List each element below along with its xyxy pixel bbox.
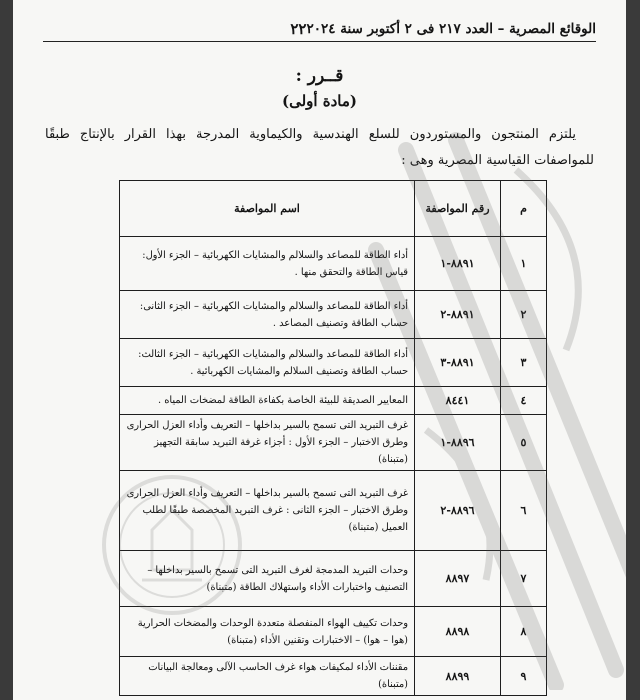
row-number: ٢ bbox=[501, 291, 547, 339]
page-number: ٢٢ bbox=[290, 19, 307, 38]
row-name: غرف التبريد التى تسمح بالسير بداخلها – التعريف وأداء العزل الحرارى وطرق الاختبار – الجزء الثانى : غرف التبريد المخصصة طبقًا لطلب العميل (متبناة) bbox=[120, 471, 415, 551]
row-name: المعايير الصديقة للبيئة الخاصة بكفاءة الطاقة لمضخات المياه . bbox=[120, 387, 415, 415]
table-row bbox=[120, 415, 547, 471]
row-code: ٨٨٩٨ bbox=[415, 607, 501, 657]
row-name: أداء الطاقة للمصاعد والسلالم والمشايات الكهربائية – الجزء الثانى: حساب الطاقة وتصنيف المصاعد . bbox=[120, 291, 415, 339]
specifications-table bbox=[119, 180, 547, 696]
row-number: ٦ bbox=[501, 471, 547, 551]
table-row bbox=[120, 291, 547, 339]
row-code: ٨٨٩١-١ bbox=[415, 237, 501, 291]
row-code: ٨٨٩١-٢ bbox=[415, 291, 501, 339]
row-code: ٨٨٩٦-١ bbox=[415, 415, 501, 471]
table-row bbox=[120, 551, 547, 607]
intro-text: يلتزم المنتجون والمستوردون للسلع الهندسية والكيماوية المدرجة بهذا القرار بالإنتاج طبقًا للمواصفات القياسية المصرية وهى : bbox=[45, 127, 594, 168]
row-number: ٥ bbox=[501, 415, 547, 471]
row-number: ١ bbox=[501, 237, 547, 291]
table-row bbox=[120, 387, 547, 415]
row-name: وحدات التبريد المدمجة لغرف التبريد التى تسمح بالسير بداخلها – التصنيف واختبارات الأداء واستهلاك الطاقة (متبناة) bbox=[120, 551, 415, 607]
page-header bbox=[43, 16, 596, 42]
table-row bbox=[120, 471, 547, 551]
row-code: ٨٨٩١-٣ bbox=[415, 339, 501, 387]
row-number: ٧ bbox=[501, 551, 547, 607]
row-code: ٨٨٩٦-٢ bbox=[415, 471, 501, 551]
row-name: مقننات الأداء لمكيفات هواء غرف الحاسب الآلى ومعالجة البيانات (متبناة) bbox=[120, 657, 415, 696]
row-number: ٩ bbox=[501, 657, 547, 696]
header-code: رقم المواصفة bbox=[415, 181, 501, 237]
row-name: وحدات تكييف الهواء المنفصلة متعددة الوحدات والمضخات الحرارية (هوا – هوا) – الاختبارات وتقنين الأداء (متبناة) bbox=[120, 607, 415, 657]
decree-title: قــرر : bbox=[295, 66, 344, 86]
gazette-title: الوقائع المصرية – العدد ٢١٧ فى ٢ أكتوبر سنة ٢٠٢٤ bbox=[306, 20, 596, 37]
header-name: اسم المواصفة bbox=[120, 181, 415, 237]
row-number: ٣ bbox=[501, 339, 547, 387]
row-code: ٨٨٩٩ bbox=[415, 657, 501, 696]
article-title: (مادة أولى) bbox=[281, 92, 358, 110]
row-name: أداء الطاقة للمصاعد والسلالم والمشايات الكهربائية – الجزء الثالث: حساب الطاقة وتصنيف السلالم والمشايات الكهربائية . bbox=[120, 339, 415, 387]
row-name: غرف التبريد التى تسمح بالسير بداخلها – التعريف وأداء العزل الحرارى وطرق الاختبار – الجزء الأول : أجزاء غرفة التبريد سابقة التجهيز (متبناة) bbox=[120, 415, 415, 471]
table-row bbox=[120, 607, 547, 657]
row-code: ٨٨٩٧ bbox=[415, 551, 501, 607]
table-row bbox=[120, 237, 547, 291]
intro-paragraph bbox=[45, 122, 594, 174]
row-number: ٨ bbox=[501, 607, 547, 657]
table-row bbox=[120, 657, 547, 696]
document-page bbox=[13, 0, 626, 700]
header-number: م bbox=[501, 181, 547, 237]
row-name: أداء الطاقة للمصاعد والسلالم والمشايات الكهربائية – الجزء الأول: قياس الطاقة والتحقق منها . bbox=[120, 237, 415, 291]
table-row bbox=[120, 339, 547, 387]
row-code: ٨٤٤١ bbox=[415, 387, 501, 415]
row-number: ٤ bbox=[501, 387, 547, 415]
table-header-row bbox=[120, 181, 547, 237]
